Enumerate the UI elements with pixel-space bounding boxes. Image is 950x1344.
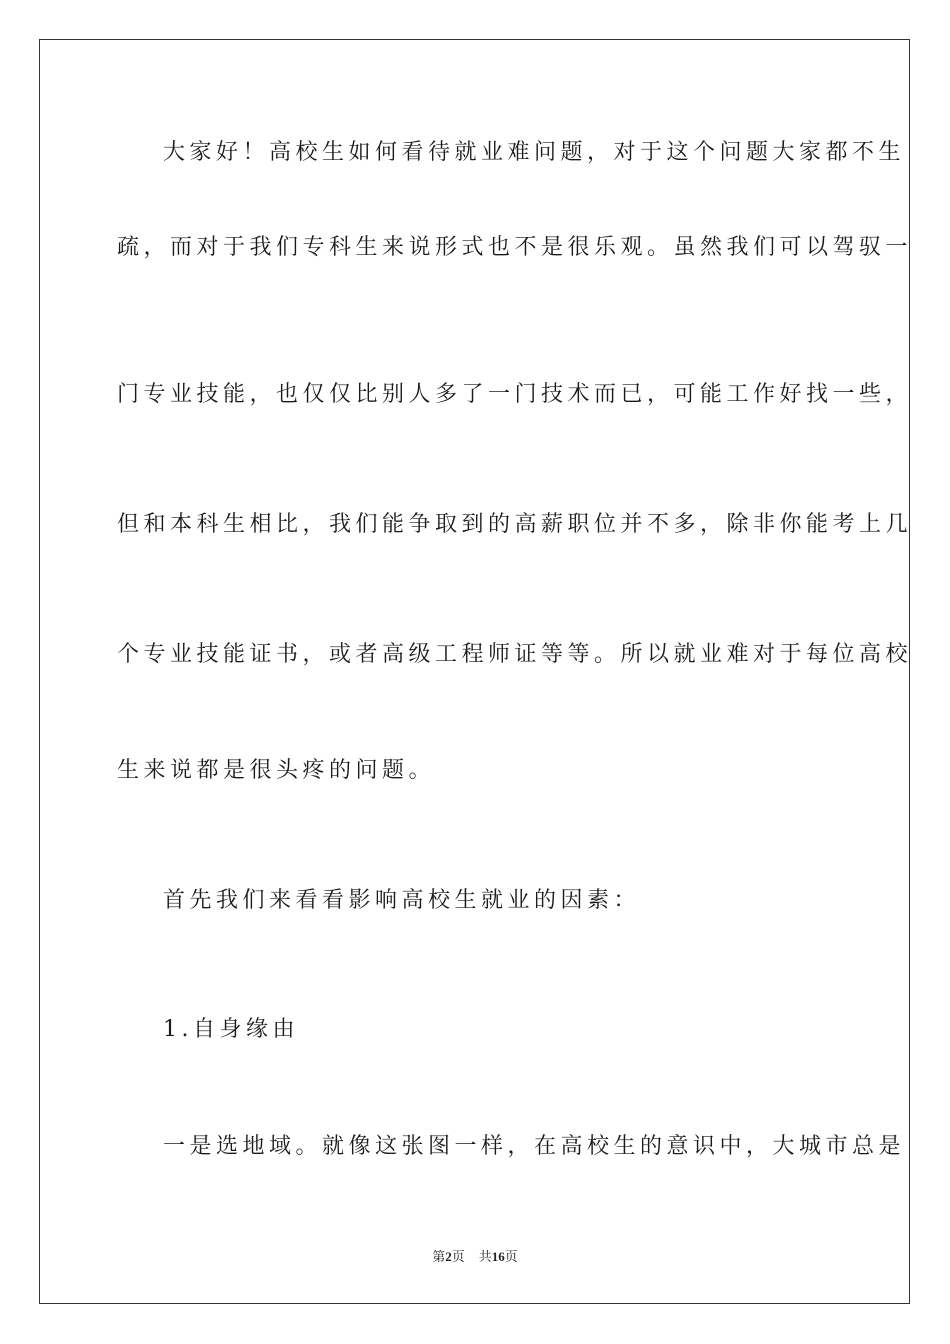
paragraph-line: 疏，而对于我们专科生来说形式也不是很乐观。虽然我们可以驾驭一 (117, 235, 913, 260)
paragraph-line: 大家好！高校生如何看待就业难问题，对于这个问题大家都不生 (163, 140, 906, 165)
section-heading: 1.自身缘由 (163, 1017, 299, 1042)
paragraph-line: 但和本科生相比，我们能争取到的高薪职位并不多，除非你能考上几 (117, 512, 913, 537)
page-suffix: 页 (451, 1249, 465, 1264)
total-prefix: 共 (478, 1249, 492, 1264)
paragraph-line: 门专业技能，也仅仅比别人多了一门技术而已，可能工作好找一些， (117, 382, 913, 407)
current-page-number: 2 (445, 1249, 452, 1264)
paragraph-line: 一是选地域。就像这张图一样，在高校生的意识中，大城市总是 (163, 1134, 906, 1159)
page-footer (0, 1246, 950, 1265)
total-suffix: 页 (504, 1249, 518, 1264)
paragraph-line: 生来说都是很头疼的问题。 (117, 758, 436, 783)
paragraph-line: 个专业技能证书，或者高级工程师证等等。所以就业难对于每位高校 (117, 642, 913, 667)
paragraph-line: 首先我们来看看影响高校生就业的因素： (163, 888, 641, 913)
page-prefix: 第 (432, 1249, 446, 1264)
total-page-count: 16 (491, 1249, 505, 1264)
